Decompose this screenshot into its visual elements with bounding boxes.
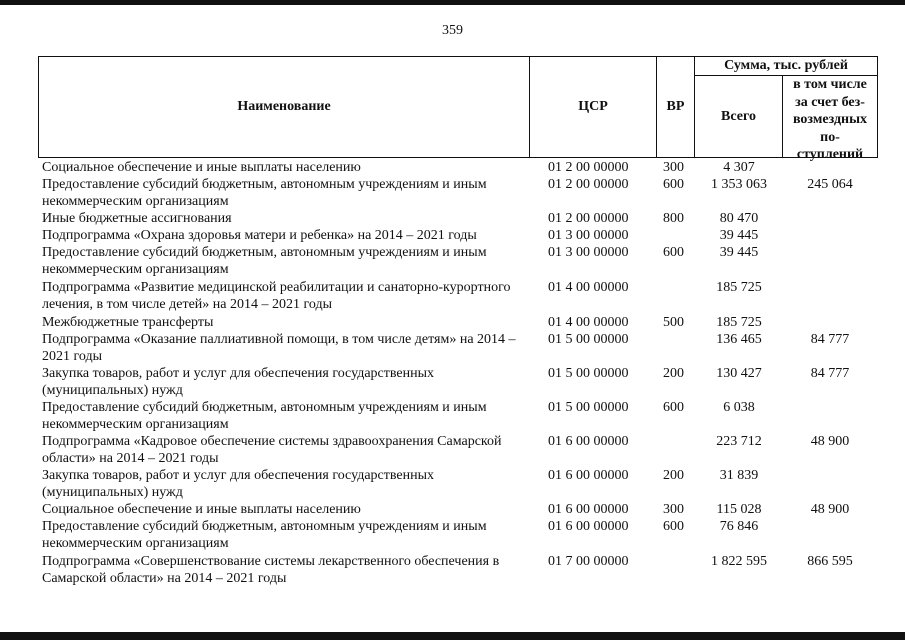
cell-vr: 300 — [663, 160, 684, 175]
cell-total: 136 465 — [716, 332, 762, 347]
cell-total: 223 712 — [716, 434, 762, 449]
header-free-line: ступлений — [796, 147, 864, 163]
cell-free-receipts: 245 064 — [807, 177, 853, 192]
header-free-line: возмездных — [792, 112, 868, 128]
bottom-border-bar — [0, 632, 905, 640]
cell-name: Предоставление субсидий бюджетным, автономным учреждениям и иным некоммерческим организациям — [42, 177, 487, 209]
cell-vr: 800 — [663, 211, 684, 226]
cell-name: Иные бюджетные ассигнования — [42, 211, 232, 226]
cell-total: 4 307 — [723, 160, 755, 175]
header-sum: Сумма, тыс. рублей — [724, 58, 848, 73]
cell-total: 185 725 — [716, 280, 762, 295]
page-number: 359 — [442, 23, 463, 38]
cell-name: Подпрограмма «Совершенствование системы лекарственного обеспечения в Самарской области» на 2014 – 2021 годы — [42, 554, 500, 586]
cell-vr: 600 — [663, 519, 684, 534]
cell-csr: 01 2 00 00000 — [548, 211, 629, 226]
cell-vr: 200 — [663, 468, 684, 483]
header-free-receipts — [783, 76, 877, 164]
cell-name: Закупка товаров, работ и услуг для обеспечения государственных (муниципальных) нужд — [42, 366, 435, 398]
cell-name: Предоставление субсидий бюджетным, автономным учреждениям и иным некоммерческим организациям — [42, 245, 487, 277]
cell-total: 1 353 063 — [711, 177, 767, 192]
cell-vr: 500 — [663, 315, 684, 330]
cell-vr: 200 — [663, 366, 684, 381]
cell-free-receipts: 48 900 — [810, 502, 850, 517]
table-header — [38, 56, 878, 163]
top-border-bar — [0, 0, 905, 5]
cell-csr: 01 6 00 00000 — [548, 502, 629, 517]
cell-name: Подпрограмма «Оказание паллиативной помощи, в том числе детям» на 2014 – 2021 годы — [42, 332, 516, 364]
cell-free-receipts: 48 900 — [810, 434, 850, 449]
cell-csr: 01 3 00 00000 — [548, 245, 629, 260]
cell-csr: 01 7 00 00000 — [548, 554, 629, 569]
cell-vr: 600 — [663, 245, 684, 260]
cell-total: 6 038 — [723, 400, 755, 415]
header-vr: ВР — [666, 99, 685, 114]
cell-name: Подпрограмма «Развитие медицинской реабилитации и санаторно-курортного лечения, в том числе детей» на 2014 – 2021 годы — [42, 280, 511, 312]
cell-total: 80 470 — [719, 211, 759, 226]
cell-name: Закупка товаров, работ и услуг для обеспечения государственных (муниципальных) нужд — [42, 468, 435, 500]
cell-name: Подпрограмма «Кадровое обеспечение системы здравоохранения Самарской области» на 2014 – 2021 годы — [42, 434, 502, 466]
cell-free-receipts: 84 777 — [810, 332, 850, 347]
cell-total: 39 445 — [719, 228, 759, 243]
cell-total: 1 822 595 — [711, 554, 767, 569]
cell-csr: 01 5 00 00000 — [548, 366, 629, 381]
cell-total: 185 725 — [716, 315, 762, 330]
header-csr: ЦСР — [578, 99, 608, 114]
cell-vr: 600 — [663, 400, 684, 415]
cell-csr: 01 3 00 00000 — [548, 228, 629, 243]
cell-free-receipts: 866 595 — [807, 554, 853, 569]
cell-name: Межбюджетные трансферты — [42, 315, 214, 330]
cell-csr: 01 4 00 00000 — [548, 315, 629, 330]
cell-csr: 01 4 00 00000 — [548, 280, 629, 295]
cell-name: Социальное обеспечение и иные выплаты населению — [42, 160, 361, 175]
cell-csr: 01 5 00 00000 — [548, 400, 629, 415]
cell-name: Предоставление субсидий бюджетным, автономным учреждениям и иным некоммерческим организациям — [42, 400, 487, 432]
cell-name: Подпрограмма «Охрана здоровья матери и ребенка» на 2014 – 2021 годы — [42, 228, 477, 243]
cell-csr: 01 5 00 00000 — [548, 332, 629, 347]
cell-total: 115 028 — [716, 502, 762, 517]
cell-csr: 01 2 00 00000 — [548, 177, 629, 192]
cell-free-receipts: 84 777 — [810, 366, 850, 381]
cell-csr: 01 2 00 00000 — [548, 160, 629, 175]
cell-name: Предоставление субсидий бюджетным, автономным учреждениям и иным некоммерческим организациям — [42, 519, 487, 551]
cell-total: 31 839 — [719, 468, 759, 483]
cell-total: 76 846 — [719, 519, 759, 534]
cell-csr: 01 6 00 00000 — [548, 519, 629, 534]
header-free-line: в том числе — [793, 77, 867, 92]
cell-vr: 300 — [663, 502, 684, 517]
header-name: Наименование — [237, 99, 331, 114]
cell-name: Социальное обеспечение и иные выплаты населению — [42, 502, 361, 517]
cell-csr: 01 6 00 00000 — [548, 434, 629, 449]
header-free-line: за счет без- — [795, 94, 865, 110]
cell-vr: 600 — [663, 177, 684, 192]
header-total: Всего — [721, 109, 756, 124]
cell-total: 39 445 — [719, 245, 759, 260]
cell-csr: 01 6 00 00000 — [548, 468, 629, 483]
header-free-line: по- — [820, 129, 840, 145]
cell-total: 130 427 — [716, 366, 762, 381]
